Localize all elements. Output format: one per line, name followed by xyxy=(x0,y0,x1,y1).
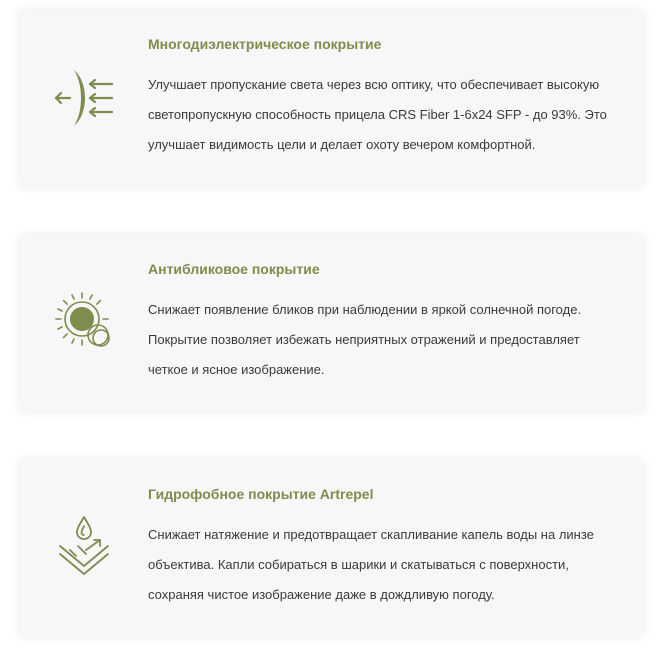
feature-title: Многодиэлектрическое покрытие xyxy=(148,36,382,52)
feature-card-hydrophobic xyxy=(20,460,643,636)
feature-description: Снижает появление бликов при наблюдении в яркой солнечной погоде. Покрытие позволяет избежать неприятных отражений и предоставляет четкое и ясное изображение. xyxy=(148,302,582,377)
feature-card-multidielectric xyxy=(20,10,643,186)
lens-light-arrows-icon xyxy=(50,64,118,132)
feature-title: Гидрофобное покрытие Artrepel xyxy=(148,486,374,502)
feature-description: Улучшает пропускание света через всю оптику, что обеспечивает высокую светопропускную способность прицела CRS Fiber 1-6x24 SFP - до 93%. Это улучшает видимость цели и делает охоту вечером комфортной. xyxy=(148,77,607,152)
feature-card-antiglare xyxy=(20,235,643,411)
feature-title: Антибликовое покрытие xyxy=(148,261,320,277)
feature-description: Снижает натяжение и предотвращает скапливание капель воды на линзе объектива. Капли собираться в шарики и скатываться с поверхности, сохраняя чистое изображение даже в дождливую погоду. xyxy=(148,527,594,602)
water-drop-repel-icon xyxy=(50,514,118,582)
sun-glare-icon xyxy=(50,289,118,357)
